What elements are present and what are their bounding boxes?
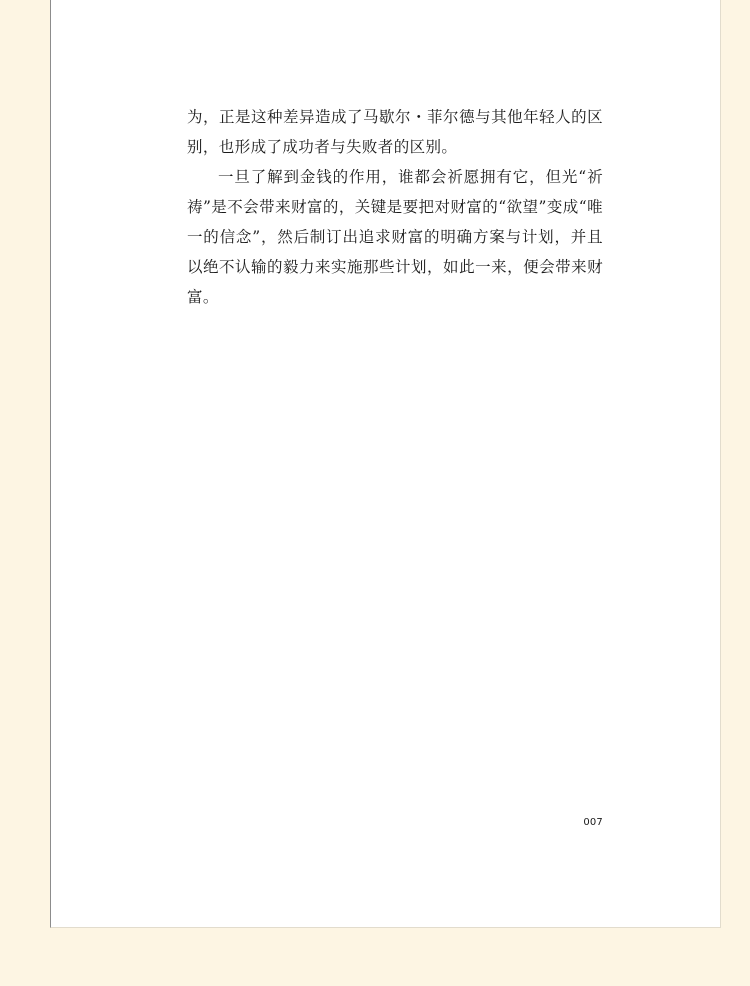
paragraph-continuation: 为，正是这种差异造成了马歇尔・菲尔德与其他年轻人的区别，也形成了成功者与失败者的区别。 (187, 108, 603, 156)
paragraph-main: 一旦了解到金钱的作用，谁都会祈愿拥有它，但光“祈祷”是不会带来财富的，关键是要把对财富的“欲望”变成“唯一的信念”，然后制订出追求财富的明确方案与计划，并且以绝不认输的毅力来实施那些计划，如此一来，便会带来财富。 (187, 168, 603, 306)
page-number: 007 (583, 817, 603, 828)
body-text (187, 102, 603, 312)
book-page (50, 0, 721, 928)
